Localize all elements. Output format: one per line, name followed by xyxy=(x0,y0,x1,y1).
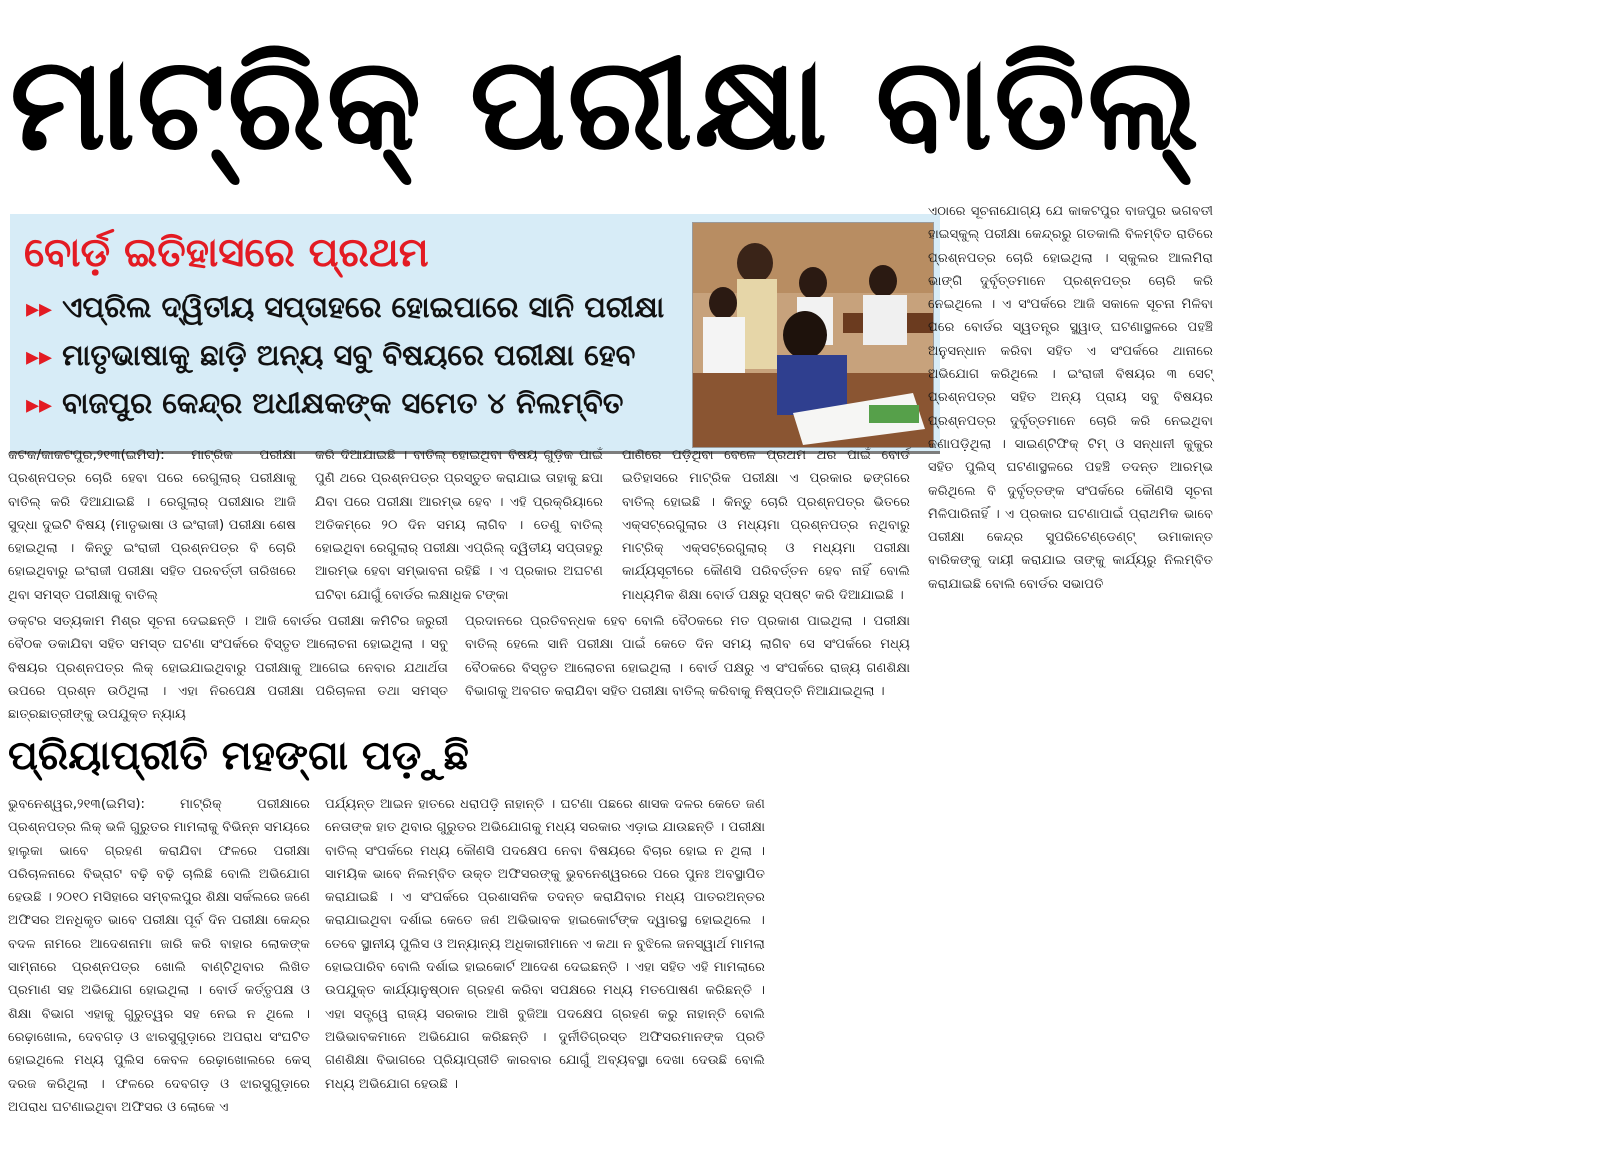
highlight-bullet xyxy=(26,290,664,325)
story1-wide-left: ଡକ୍ଟର ସତ୍ୟକାମ ମିଶ୍ର ସୂଚନା ଦେଇଛନ୍ତି । ଆଜି ବୋର୍ଡର ପରୀକ୍ଷା କମିଟିର ଜରୁରୀ ବୈଠକ ଡକାଯିବା ସହିତ ସମସ୍ତ ଘଟଣା ସଂପର୍କରେ ବିସ୍ତୃତ ଆଲୋଚନା ହୋଇଥିଲା । ସବୁ ବିଷୟର ପ୍ରଶ୍ନପତ୍ର ଲିକ୍ ହୋଇଯାଇଥିବାରୁ ପରୀକ୍ଷାକୁ ଆଗେଇ ନେବାର ଯଥାର୍ଥତା ଉପରେ ପ୍ରଶ୍ନ ଉଠିଥିଲା । ଏହା ନିରପେକ୍ଷ ପରୀକ୍ଷା ପରିଚାଳନା ତଥା ସମସ୍ତ ଛାତ୍ରଛାତ୍ରୀଙ୍କୁ ଉପଯୁକ୍ତ ନ୍ୟାୟ xyxy=(8,614,448,723)
main-headline: ମାଟ୍ରିକ୍ ପରୀକ୍ଷା ବାତିଲ୍ xyxy=(10,30,1201,179)
double-arrow-icon: ▸▸ xyxy=(26,390,53,420)
exam-hall-photo xyxy=(692,222,934,448)
highlight-bullet-text: ଏପ୍ରିଲ ଦ୍ୱିତୀୟ ସପ୍ତାହରେ ହୋଇପାରେ ସାନି ପରୀକ୍ଷା xyxy=(62,290,665,324)
students-writing-exam-illustration xyxy=(693,223,933,447)
story1-column-2: କରି ଦିଆଯାଇଛି । ବାତିଲ୍ ହୋଇଥିବା ବିଷୟ ଗୁଡ଼ିକ ପାଇଁ ପୁଣି ଥରେ ପ୍ରଶ୍ନପତ୍ର ପ୍ରସ୍ତୁତ କରାଯାଇ ତାହାକୁ ଛପା ଯିବା ପରେ ପରୀକ୍ଷା ଆରମ୍ଭ ହେବ । ଏହି ପ୍ରକ୍ରିୟାରେ ଅତିକମ୍‌ରେ ୨୦ ଦିନ ସମୟ ଲାଗିବ । ତେଣୁ ବାତିଲ୍ ହୋଇଥିବା ରେଗୁଲାର୍ ପରୀକ୍ଷା ଏପ୍ରିଲ୍ ଦ୍ୱିତୀୟ ସପ୍ତାହରୁ ଆରମ୍ଭ ହେବା ସମ୍ଭାବନା ରହିଛି । ଏ ପ୍ରକାର ଅଘଟଣ ଘଟିବା ଯୋଗୁଁ ବୋର୍ଡର ଲକ୍ଷାଧିକ ଟଙ୍କା xyxy=(315,448,603,603)
story2-headline: ପ୍ରିୟାପ୍ରୀତି ମହଙ୍ଗା ପଡ଼ୁଛି xyxy=(8,733,469,779)
double-arrow-icon: ▸▸ xyxy=(26,342,53,372)
highlight-box-title: ବୋର୍ଡ଼ ଇତିହାସରେ ପ୍ରଥମ xyxy=(24,230,429,276)
story2-column-1: ଭୁବନେଶ୍ୱର,୨୧୩(ଇମିସ): ମାଟ୍ରିକ୍ ପରୀକ୍ଷାରେ ପ୍ରଶ୍ନପତ୍ର ଲିକ୍ ଭଳି ଗୁରୁତର ମାମଲାକୁ ବିଭିନ୍ନ ସମୟରେ ହାଲୁକା ଭାବେ ଗ୍ରହଣ କରାଯିବା ଫଳରେ ପରୀକ୍ଷା ପରିଚାଳନାରେ ବିଭ୍ରାଟ ବଢ଼ି ବଢ଼ି ଚାଲିଛି ବୋଲି ଅଭିଯୋଗ ହେଉଛି । ୨୦୧୦ ମସିହାରେ ସମ୍ବଲପୁର ଶିକ୍ଷା ସର୍କଲରେ ଜଣେ ଅଫିସର ଅନଧିକୃତ ଭାବେ ପରୀକ୍ଷା ପୂର୍ବ ଦିନ ପରୀକ୍ଷା କେନ୍ଦ୍ର ବଦଳ ନାମରେ ଆଦେଶନାମା ଜାରି କରି ବାହାର ଲୋକଙ୍କ ସାମ୍ନାରେ ପ୍ରଶ୍ନପତ୍ର ଖୋଲି ବାଣ୍ଟିଥିବାର ଲିଖିତ ପ୍ରମାଣ ସହ ଅଭିଯୋଗ ହୋଇଥିଲା । ବୋର୍ଡ କର୍ତ୍ତୃପକ୍ଷ ଓ ଶିକ୍ଷା ବିଭାଗ ଏହାକୁ ଗୁରୁତ୍ୱର ସହ ନେଇ ନ ଥିଲେ । ରେଢ଼ାଖୋଲ, ଦେବଗଡ଼ ଓ ଝାରସୁଗୁଡ଼ାରେ ଅପରାଧ ସଂଘଟିତ ହୋଇଥିଲେ ମଧ୍ୟ ପୁଲିସ କେବଳ ରେଢ଼ାଖୋଲରେ କେସ୍ ଦରଜ କରିଥିଲା । ଫଳରେ ଦେବଗଡ଼ ଓ ଝାରସୁଗୁଡ଼ାରେ ଅପରାଧ ଘଟଣାଇଥିବା ଅଫିସର ଓ ଲୋକେ ଏ xyxy=(8,797,310,1115)
double-arrow-icon: ▸▸ xyxy=(26,294,53,324)
story1-column-3: ପାଣିରେ ପଡ଼ିଥିବା ବେଳେ ପ୍ରଥମ ଥର ପାଇଁ ବୋର୍ଡ ଇତିହାସରେ ମାଟ୍ରିକ ପରୀକ୍ଷା ଏ ପ୍ରକାର ଢଙ୍ଗରେ ବାତିଲ୍ ହୋଇଛି । କିନ୍ତୁ ଚୋରି ପ୍ରଶ୍ନପତ୍ର ଭିତରେ ଏକ୍ସଟ୍ରେଗୁଲାର ଓ ମଧ୍ୟମା ପ୍ରଶ୍ନପତ୍ର ନଥିବାରୁ ମାଟ୍ରିକ୍ ଏକ୍ସଟ୍ରେଗୁଲାର୍ ଓ ମଧ୍ୟମା ପରୀକ୍ଷା କାର୍ଯ୍ୟସୂଚୀରେ କୌଣସି ପରିବର୍ତ୍ତନ ହେବ ନାହିଁ ବୋଲି ମାଧ୍ୟମିକ ଶିକ୍ଷା ବୋର୍ଡ ପକ୍ଷରୁ ସ୍ପଷ୍ଟ କରି ଦିଆଯାଇଛି । xyxy=(622,448,910,603)
story2-column-2: ପର୍ଯ୍ୟନ୍ତ ଆଇନ ହାତରେ ଧରାପଡ଼ି ନାହାନ୍ତି । ଘଟଣା ପଛରେ ଶାସକ ଦଳର କେତେ ଜଣ ନେତାଙ୍କ ହାତ ଥିବାର ଗୁରୁତର ଅଭିଯୋଗକୁ ମଧ୍ୟ ସରକାର ଏଡ଼ାଇ ଯାଉଛନ୍ତି । ପରୀକ୍ଷା ବାତିଲ୍ ସଂପର୍କରେ ମଧ୍ୟ କୌଣସି ପଦକ୍ଷେପ ନେବା ବିଷୟରେ ବିଚାର ହୋଇ ନ ଥିଲା । ସାମୟିକ ଭାବେ ନିଲମ୍ବିତ ଉକ୍ତ ଅଫିସରଙ୍କୁ ଭୁବନେଶ୍ୱରରେ ପରେ ପୁନଃ ଅବସ୍ଥାପିତ କରାଯାଇଛି । ଏ ସଂପର୍କରେ ପ୍ରଶାସନିକ ତଦନ୍ତ କରାଯିବାର ମଧ୍ୟ ପାତରଅନ୍ତର କରାଯାଇଥିବା ଦର୍ଶାଇ କେତେ ଜଣ ଅଭିଭାବକ ହାଇକୋର୍ଟଙ୍କ ଦ୍ୱାରସ୍ଥ ହୋଇଥିଲେ । ତେବେ ସ୍ଥାନୀୟ ପୁଲିସ ଓ ଅନ୍ୟାନ୍ୟ ଅଧିକାରୀମାନେ ଏ କଥା ନ ବୁଝିଲେ ଜନସ୍ୱାର୍ଥ ମାମଲା ହୋଇପାରିବ ବୋଲି ଦର୍ଶାଇ ହାଇକୋର୍ଟ ଆଦେଶ ଦେଇଛନ୍ତି । ଏହା ସହିତ ଏହି ମାମଲାରେ ଉପଯୁକ୍ତ କାର୍ଯ୍ୟାନୁଷ୍ଠାନ ଗ୍ରହଣ କରିବା ସପକ୍ଷରେ ମଧ୍ୟ ମତପୋଷଣ କରିଛନ୍ତି । ଏହା ସତ୍ତ୍ୱେ ରାଜ୍ୟ ସରକାର ଆଖି ବୁଜିଆ ପଦକ୍ଷେପ ଗ୍ରହଣ କରୁ ନାହାନ୍ତି ବୋଲି ଅଭିଭାବକମାନେ ଅଭିଯୋଗ କରିଛନ୍ତି । ଦୁର୍ନୀତିଗ୍ରସ୍ତ ଅଫିସରମାନଙ୍କ ପ୍ରତି ଗଣଶିକ୍ଷା ବିଭାଗରେ ପ୍ରିୟାପ୍ରୀତି କାରବାର ଯୋଗୁଁ ଅବ୍ୟବସ୍ଥା ଦେଖା ଦେଉଛି ବୋଲି ମଧ୍ୟ ଅଭିଯୋଗ ହେଉଛି । xyxy=(325,797,765,1092)
story1-right-column: ଏଠାରେ ସୂଚନାଯୋଗ୍ୟ ଯେ କାକଟପୁର ବାଜପୁର ଭଗବତୀ ହାଇସ୍କୁଲ୍ ପରୀକ୍ଷା କେନ୍ଦ୍ରରୁ ଗତକାଲି ବିଳମ୍ବିତ ରାତିରେ ପ୍ରଶ୍ନପତ୍ର ଚୋରି ହୋଇଥିଲା । ସ୍କୁଲର ଆଲମିରା ଭାଙ୍ଗି ଦୁର୍ବୃତ୍ତମାନେ ପ୍ରଶ୍ନପତ୍ର ଚୋରି କରି ନେଇଥିଲେ । ଏ ସଂପର୍କରେ ଆଜି ସକାଳେ ସୂଚନା ମିଳିବା ପରେ ବୋର୍ଡର ସ୍ୱତନ୍ତ୍ର ସ୍କ୍ୱାଡ୍ ଘଟଣାସ୍ଥଳରେ ପହଞ୍ଚି ଅନୁସନ୍ଧାନ କରିବା ସହିତ ଏ ସଂପର୍କରେ ଥାନାରେ ଅଭିଯୋଗ କରିଥିଲେ । ଇଂରାଜୀ ବିଷୟର ୩ ସେଟ୍ ପ୍ରଶ୍ନପତ୍ର ସହିତ ଅନ୍ୟ ପ୍ରାୟ ସବୁ ବିଷୟର ପ୍ରଶ୍ନପତ୍ର ଦୁର୍ବୃତ୍ତମାନେ ଚୋରି କରି ନେଇଥିବା ଜଣାପଡ଼ିଥିଲା । ସାଇଣ୍ଟିଫିକ୍ ଟିମ୍ ଓ ସନ୍ଧାନୀ କୁକୁର ସହିତ ପୁଲିସ୍ ଘଟଣାସ୍ଥଳରେ ପହଞ୍ଚି ତଦନ୍ତ ଆରମ୍ଭ କରିଥିଲେ ବି ଦୁର୍ବୃତ୍ତଙ୍କ ସଂପର୍କରେ କୌଣସି ସୂଚନା ମିଳିପାରିନାହିଁ । ଏ ପ୍ରକାର ଘଟଣାପାଇଁ ପ୍ରାଥମିକ ଭାବେ ପରୀକ୍ଷା କେନ୍ଦ୍ର ସୁପରିଟେଣ୍ଡେଣ୍ଟ୍ ଉମାକାନ୍ତ ବାରିକଙ୍କୁ ଦାୟୀ କରାଯାଇ ତାଙ୍କୁ କାର୍ଯ୍ୟରୁ ନିଲମ୍ବିତ କରାଯାଇଛି ବୋଲି ବୋର୍ଡର ସଭାପତି xyxy=(928,204,1213,592)
story1-wide-right: ପ୍ରଦାନରେ ପ୍ରତିବନ୍ଧକ ହେବ ବୋଲି ବୈଠକରେ ମତ ପ୍ରକାଶ ପାଇଥିଲା । ପରୀକ୍ଷା ବାତିଲ୍ ହେଲେ ସାନି ପରୀକ୍ଷା ପାଇଁ କେତେ ଦିନ ସମୟ ଲାଗିବ ସେ ସଂପର୍କରେ ମଧ୍ୟ ବୈଠକରେ ବିସ୍ତୃତ ଆଲୋଚନା ହୋଇଥିଲା । ବୋର୍ଡ ପକ୍ଷରୁ ଏ ସଂପର୍କରେ ରାଜ୍ୟ ଗଣଶିକ୍ଷା ବିଭାଗକୁ ଅବଗତ କରାଯିବା ସହିତ ପରୀକ୍ଷା ବାତିଲ୍ କରିବାକୁ ନିଷ୍ପତ୍ତି ନିଆଯାଇଥିଲା । xyxy=(465,614,910,699)
highlight-bullet xyxy=(26,386,623,421)
highlight-bullet xyxy=(26,338,635,373)
story1-column-1: କଟକ/କାକଟପୁର,୨୧୩(ଇମିସ): ମାଟ୍ରିକ ପରୀକ୍ଷା ପ୍ରଶ୍ନପତ୍ର ଚୋରି ହେବା ପରେ ରେଗୁଲାର୍ ପରୀକ୍ଷାକୁ ବାତିଲ୍ କରି ଦିଆଯାଇଛି । ରେଗୁଲାର୍ ପରୀକ୍ଷାର ଆଜି ସୁଦ୍ଧା ଦୁଇଟି ବିଷୟ (ମାତୃଭାଷା ଓ ଇଂରାଜୀ) ପରୀକ୍ଷା ଶେଷ ହୋଇଥିଲା । କିନ୍ତୁ ଇଂରାଜୀ ପ୍ରଶ୍ନପତ୍ର ବି ଚୋରି ହୋଇଥିବାରୁ ଇଂରାଜୀ ପରୀକ୍ଷା ସହିତ ପରବର୍ତ୍ତୀ ତାରିଖରେ ଥିବା ସମସ୍ତ ପରୀକ୍ଷାକୁ ବାତିଲ୍ xyxy=(8,448,296,603)
highlight-bullet-text: ବାଜପୁର କେନ୍ଦ୍ର ଅଧୀକ୍ଷକଙ୍କ ସମେତ ୪ ନିଲମ୍ବିତ xyxy=(62,386,624,420)
highlight-box xyxy=(10,214,940,454)
highlight-bullet-text: ମାତୃଭାଷାକୁ ଛାଡ଼ି ଅନ୍ୟ ସବୁ ବିଷୟରେ ପରୀକ୍ଷା ହେବ xyxy=(62,338,636,372)
